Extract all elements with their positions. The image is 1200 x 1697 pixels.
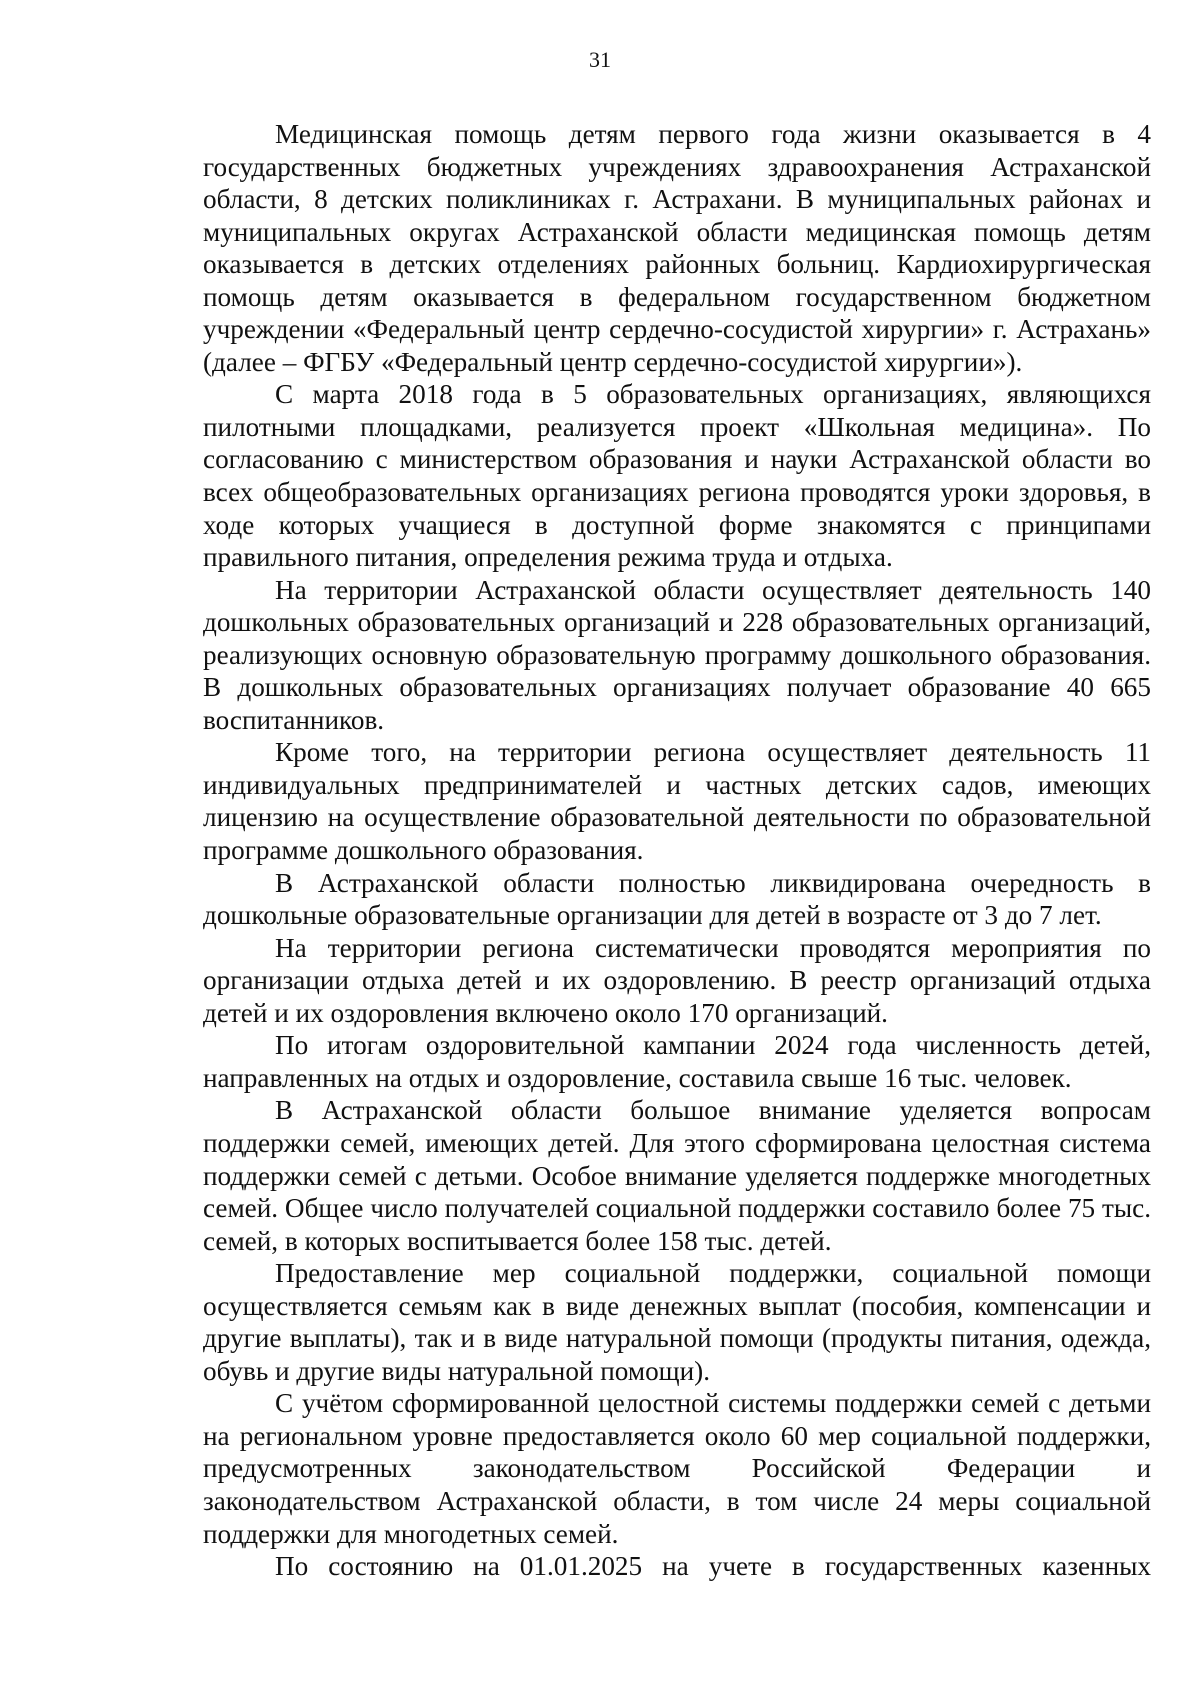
paragraph-private-kindergartens: Кроме того, на территории региона осуществляет деятельность 11 индивидуальных предпринимателей и частных детских садов, имеющих лицензию на осуществление образовательной деятельности по образовательной программе дошкольного образования. [203,737,1151,866]
paragraph-school-medicine: С марта 2018 года в 5 образовательных организациях, являющихся пилотными площадками, реализуется проект «Школьная медицина». По согласованию с министерством образования и науки Астраханской области во всех общеобразовательных организациях региона проводятся уроки здоровья, в ходе которых учащиеся в доступной форме знакомятся с принципами правильного питания, определения режима труда и отдыха. [203,379,1151,573]
page-number: 31 [589,47,611,72]
paragraph-recreation-campaign: По итогам оздоровительной кампании 2024 года численность детей, направленных на отдых и оздоровление, составила свыше 16 тыс. человек. [203,1030,1151,1093]
document-body [203,118,1151,1583]
paragraph-registration-status: По состоянию на 01.01.2025 на учете в государственных казенных [275,1551,1151,1582]
paragraph-preschool-queue: В Астраханской области полностью ликвидирована очередность в дошкольные образовательные организации для детей в возрасте от 3 до 7 лет. [203,867,1151,931]
paragraph-family-support: В Астраханской области большое внимание уделяется вопросам поддержки семей, имеющих детей. Для этого сформирована целостная система поддержки семей с детьми. Особое внимание уделяется поддержке многодетных семей. Общее число получателей социальной поддержки составило более 75 тыс. семей, в которых воспитывается более 158 тыс. детей. [203,1095,1151,1256]
paragraph-regional-measures: С учётом сформированной целостной системы поддержки семей с детьми на региональном уровне предоставляется около 60 мер социальной поддержки, предусмотренных законодательством Российской Федерации и законодательством Астраханской области, в том числе 24 меры социальной поддержки для многодетных семей. [203,1388,1151,1549]
paragraph-children-recreation: На территории региона систематически проводятся мероприятия по организации отдыха детей и их оздоровлению. В реестр организаций отдыха детей и их оздоровления включено около 170 организаций. [203,932,1151,1028]
paragraph-support-measures: Предоставление мер социальной поддержки, социальной помощи осуществляется семьям как в виде денежных выплат (пособия, компенсации и другие выплаты), так и в виде натуральной помощи (продукты питания, одежда, обувь и другие виды натуральной помощи). [203,1258,1151,1386]
paragraph-medical-care-infants: Медицинская помощь детям первого года жизни оказывается в 4 государственных бюджетных учреждениях здравоохранения Астраханской области, 8 детских поликлиниках г. Астрахани. В муниципальных районах и муниципальных округах Астраханской области медицинская помощь детям оказывается в детских отделениях районных больниц. Кардиохирургическая помощь детям оказывается в федеральном государственном бюджетном учреждении «Федеральный центр сердечно-сосудистой хирургии» г. Астрахань» (далее – ФГБУ «Федеральный центр сердечно-сосудистой хирургии»). [203,119,1151,377]
paragraph-preschool-organizations: На территории Астраханской области осуществляет деятельность 140 дошкольных образовательных организаций и 228 образовательных организаций, реализующих основную образовательную программу дошкольного образования. В дошкольных образовательных организациях получает образование 40 665 воспитанников. [203,574,1151,735]
